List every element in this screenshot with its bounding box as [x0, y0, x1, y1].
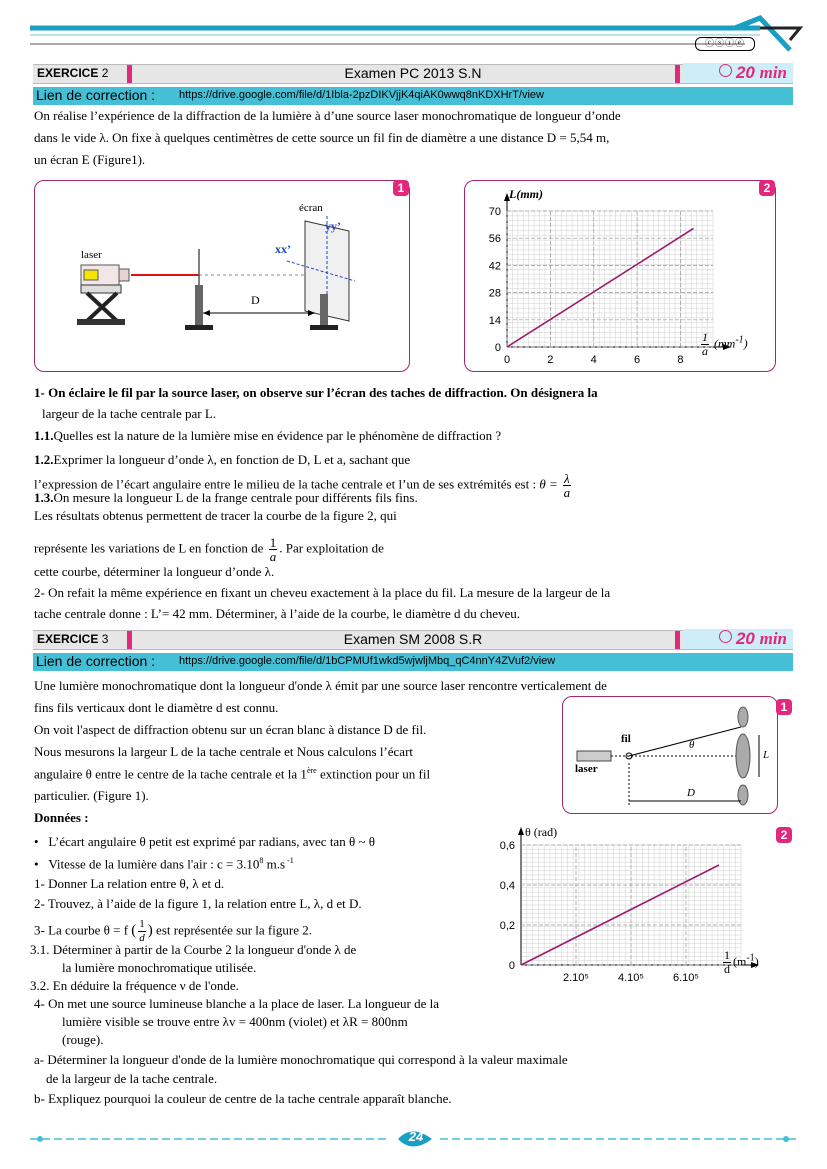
x-tick-label: 2.10⁵ — [563, 972, 589, 981]
ex2-figure-2 — [464, 180, 776, 372]
exercise-2-header — [33, 64, 793, 84]
clock-icon — [719, 64, 732, 77]
distance-D-label: D — [251, 293, 260, 307]
ex3-q32: 3.2. En déduire la fréquence ν de l'onde. — [30, 978, 239, 993]
y-tick-label: 0,6 — [499, 840, 515, 852]
ex3-q31: 3.1. Déterminer à partir de la Courbe 2 la longueur d'onde λ de — [30, 942, 357, 957]
figure-number: 1 — [393, 180, 409, 196]
ex2-q1-line2: largeur de la tache centrale par L. — [42, 406, 217, 421]
ex3-p5: angulaire θ entre le centre de la tache centrale et la 1ère extinction pour un fil — [34, 766, 431, 782]
ex2-intro-1: On réalise l’expérience de la diffraction de la lumière à d’une source laser monochromatique de longueur d’onde — [34, 108, 621, 123]
time-badge: 20 min — [683, 629, 793, 649]
L-label: L — [763, 749, 770, 761]
link-label: Lien de correction : — [36, 653, 156, 669]
x-tick-label: 4.10⁵ — [618, 972, 644, 981]
laser-label: laser — [575, 763, 598, 775]
yy-label: yy’ — [325, 219, 341, 233]
ex2-q2-line2: tache centrale donne : L’= 42 mm. Déterminer, à l’aide de la courbe, le diamètre d du cheveu. — [34, 606, 521, 621]
D-label: D — [687, 787, 695, 799]
ex3-p3: On voit l'aspect de diffraction obtenu sur un écran blanc à distance D de fil. — [34, 722, 427, 737]
figure-number: 2 — [776, 827, 792, 843]
ex3-data-1: • L’écart angulaire θ petit est exprimé par radians, avec tan θ ~ θ — [34, 834, 375, 849]
ex2-q2-line1: 2- On refait la même expérience en fixant un cheveu exactement à la place du fil. La mesure de la largeur de la — [34, 585, 611, 600]
y-tick-label: 0 — [494, 342, 501, 354]
ex3-q4-line2: lumière visible se trouve entre λv = 400nm (violet) et λR = 800nm — [62, 1014, 408, 1029]
link-label: Lien de correction : — [36, 87, 156, 103]
clock-icon — [719, 630, 732, 643]
y-tick-label: 14 — [488, 314, 501, 327]
exercise-title: Examen PC 2013 S.N — [344, 65, 482, 81]
ex2-q13-line3: représente les variations de L en fonction de $\frac{1}{a}$ . Par exploitation de — [34, 535, 384, 564]
laser-label: laser — [81, 249, 102, 261]
correction-link[interactable]: https://drive.google.com/file/d/1Ibla-2pzDIKVjjK4qiAK0wwq8nKDXHrT/view — [179, 89, 544, 101]
y-tick-label: 0,4 — [499, 880, 515, 892]
data-line — [521, 865, 719, 965]
ex3-figure-2 — [480, 825, 788, 982]
ex3-p1: Une lumière monochromatique dont la longueur d'onde λ émit par une source laser rencontre verticalement de — [34, 678, 607, 693]
y-tick-label: 42 — [488, 260, 501, 273]
x-axis-label: $\frac{1}{a}$ $(mm^{-1})$ — [702, 330, 748, 358]
y-axis-label: θ (rad) — [525, 825, 558, 839]
xx-label: xx’ — [275, 242, 291, 256]
ex3-q2: 2- Trouvez, à l’aide de la figure 1, la relation entre L, λ, d et D. — [34, 896, 362, 911]
ex3-p2: fins fils verticaux dont le diamètre d est connu. — [34, 700, 279, 715]
page-number: 24 — [408, 1129, 424, 1144]
ex3-q1: 1- Donner La relation entre θ, λ et d. — [34, 876, 225, 891]
screen-label: écran — [299, 202, 323, 214]
y-tick-label: 28 — [488, 287, 501, 300]
ex3-p6: particulier. (Figure 1). — [34, 788, 149, 803]
page-top-border — [0, 0, 827, 60]
ex3-figure-1 — [562, 696, 788, 814]
ex2-q13: 1.3.On mesure la longueur L de la frange centrale pour différents fils fins. — [34, 490, 418, 505]
wire-diffraction-diagram — [563, 697, 777, 813]
exercise-title: Examen SM 2008 S.R — [343, 631, 483, 647]
ex3-q4-line3: (rouge). — [62, 1032, 104, 1047]
correction-link-bar — [33, 653, 793, 671]
diffraction-setup-diagram — [35, 181, 409, 371]
ex2-figure-1 — [34, 180, 410, 372]
wire-label: fil — [621, 733, 631, 745]
correction-link-bar — [33, 87, 793, 105]
exercise-3-header — [33, 630, 793, 650]
x-axis-label: $\frac{1}{d}$ $(m^{-1})$ — [724, 948, 759, 976]
ex2-q13-line4: cette courbe, déterminer la longueur d’onde λ. — [34, 564, 275, 579]
ex3-qb: b- Expliquez pourquoi la couleur de centre de la tache centrale apparaît blanche. — [34, 1091, 452, 1106]
y-axis-label: L(mm) — [509, 187, 543, 201]
ex2-q11: 1.1.Quelles est la nature de la lumière mise en évidence par le phénomène de diffraction ? — [34, 428, 502, 443]
ex3-p4: Nous mesurons la largeur L de la tache centrale et Nous calculons l’écart — [34, 744, 414, 759]
one-over-a: $\frac{1}{a}$ — [269, 535, 277, 564]
ex2-q12: 1.2.Exprimer la longueur d’onde λ, en fonction de D, L et a, sachant que — [34, 452, 411, 467]
theta-label: θ — [689, 739, 695, 751]
data-line — [507, 228, 693, 347]
ex3-qa-line2: de la largeur de la tache centrale. — [46, 1071, 218, 1086]
x-tick-label: 4 — [590, 354, 597, 366]
correction-link[interactable]: https://drive.google.com/file/d/1bCPMUf1wkd5wjwljMbq_qC4nnY4ZVuf2/view — [179, 655, 556, 667]
ex3-q31-line2: la lumière monochromatique utilisée. — [62, 960, 257, 975]
ex2-q13-line2: Les résultats obtenus permettent de tracer la courbe de la figure 2, qui — [34, 508, 397, 523]
x-tick-label: 2 — [547, 354, 554, 366]
x-tick-label: 6 — [634, 354, 641, 366]
x-tick-label: 6.10⁵ — [673, 972, 699, 981]
ex2-q1-line1: 1- On éclaire le fil par la source laser, on observe sur l’écran des taches de diffraction. On désignera la — [34, 385, 598, 400]
figure-number: 1 — [776, 699, 792, 715]
ex3-donnees: Données : — [34, 810, 89, 825]
time-badge: 20 min — [683, 63, 793, 83]
figure-number: 2 — [759, 180, 775, 196]
ex3-qa-line1: a- Déterminer la longueur d'onde de la lumière monochromatique qui correspond à la valeur maximale — [34, 1052, 568, 1067]
y-tick-label: 0 — [508, 960, 515, 972]
cc-icon: ⓒⓢⓘⓔ — [704, 38, 745, 48]
lambda-over-a: $\frac{\lambda}{a}$ — [563, 471, 571, 500]
ex3-q3: 3- La courbe θ = f ( $\frac{1}{d}$ ) est représentée sur la figure 2. — [34, 918, 312, 944]
ex2-intro-2: dans le vide λ. On fixe à quelques centimètres de cette source un fil fin de diamètre a une distance D = 5,54 m, — [34, 130, 610, 145]
ex2-intro-3: un écran E (Figure1). — [34, 152, 146, 167]
y-axis-arrow — [518, 827, 524, 835]
exercise-label: EXERCICE 2 — [37, 66, 109, 80]
x-tick-label: 8 — [677, 354, 684, 366]
exercise-label: EXERCICE 3 — [37, 632, 109, 646]
ex3-data-2: • Vitesse de la lumière dans l'air : $c = 3.10^8$ m.s $^{-1}$ — [34, 856, 294, 872]
y-tick-label: 70 — [488, 206, 501, 218]
ex3-q4-line1: 4- On met une source lumineuse blanche a la place de laser. La longueur de la — [34, 996, 440, 1011]
x-tick-label: 0 — [503, 354, 511, 366]
license-badge — [695, 37, 755, 51]
y-tick-label: 0,2 — [499, 920, 515, 932]
y-tick-label: 56 — [488, 233, 501, 246]
ex2-q12-line2: l’expression de l’écart angulaire entre le milieu de la tache centrale et l’un de ses extrémités est : θ = $\frac{\lambda}{a}$ — [34, 471, 571, 500]
